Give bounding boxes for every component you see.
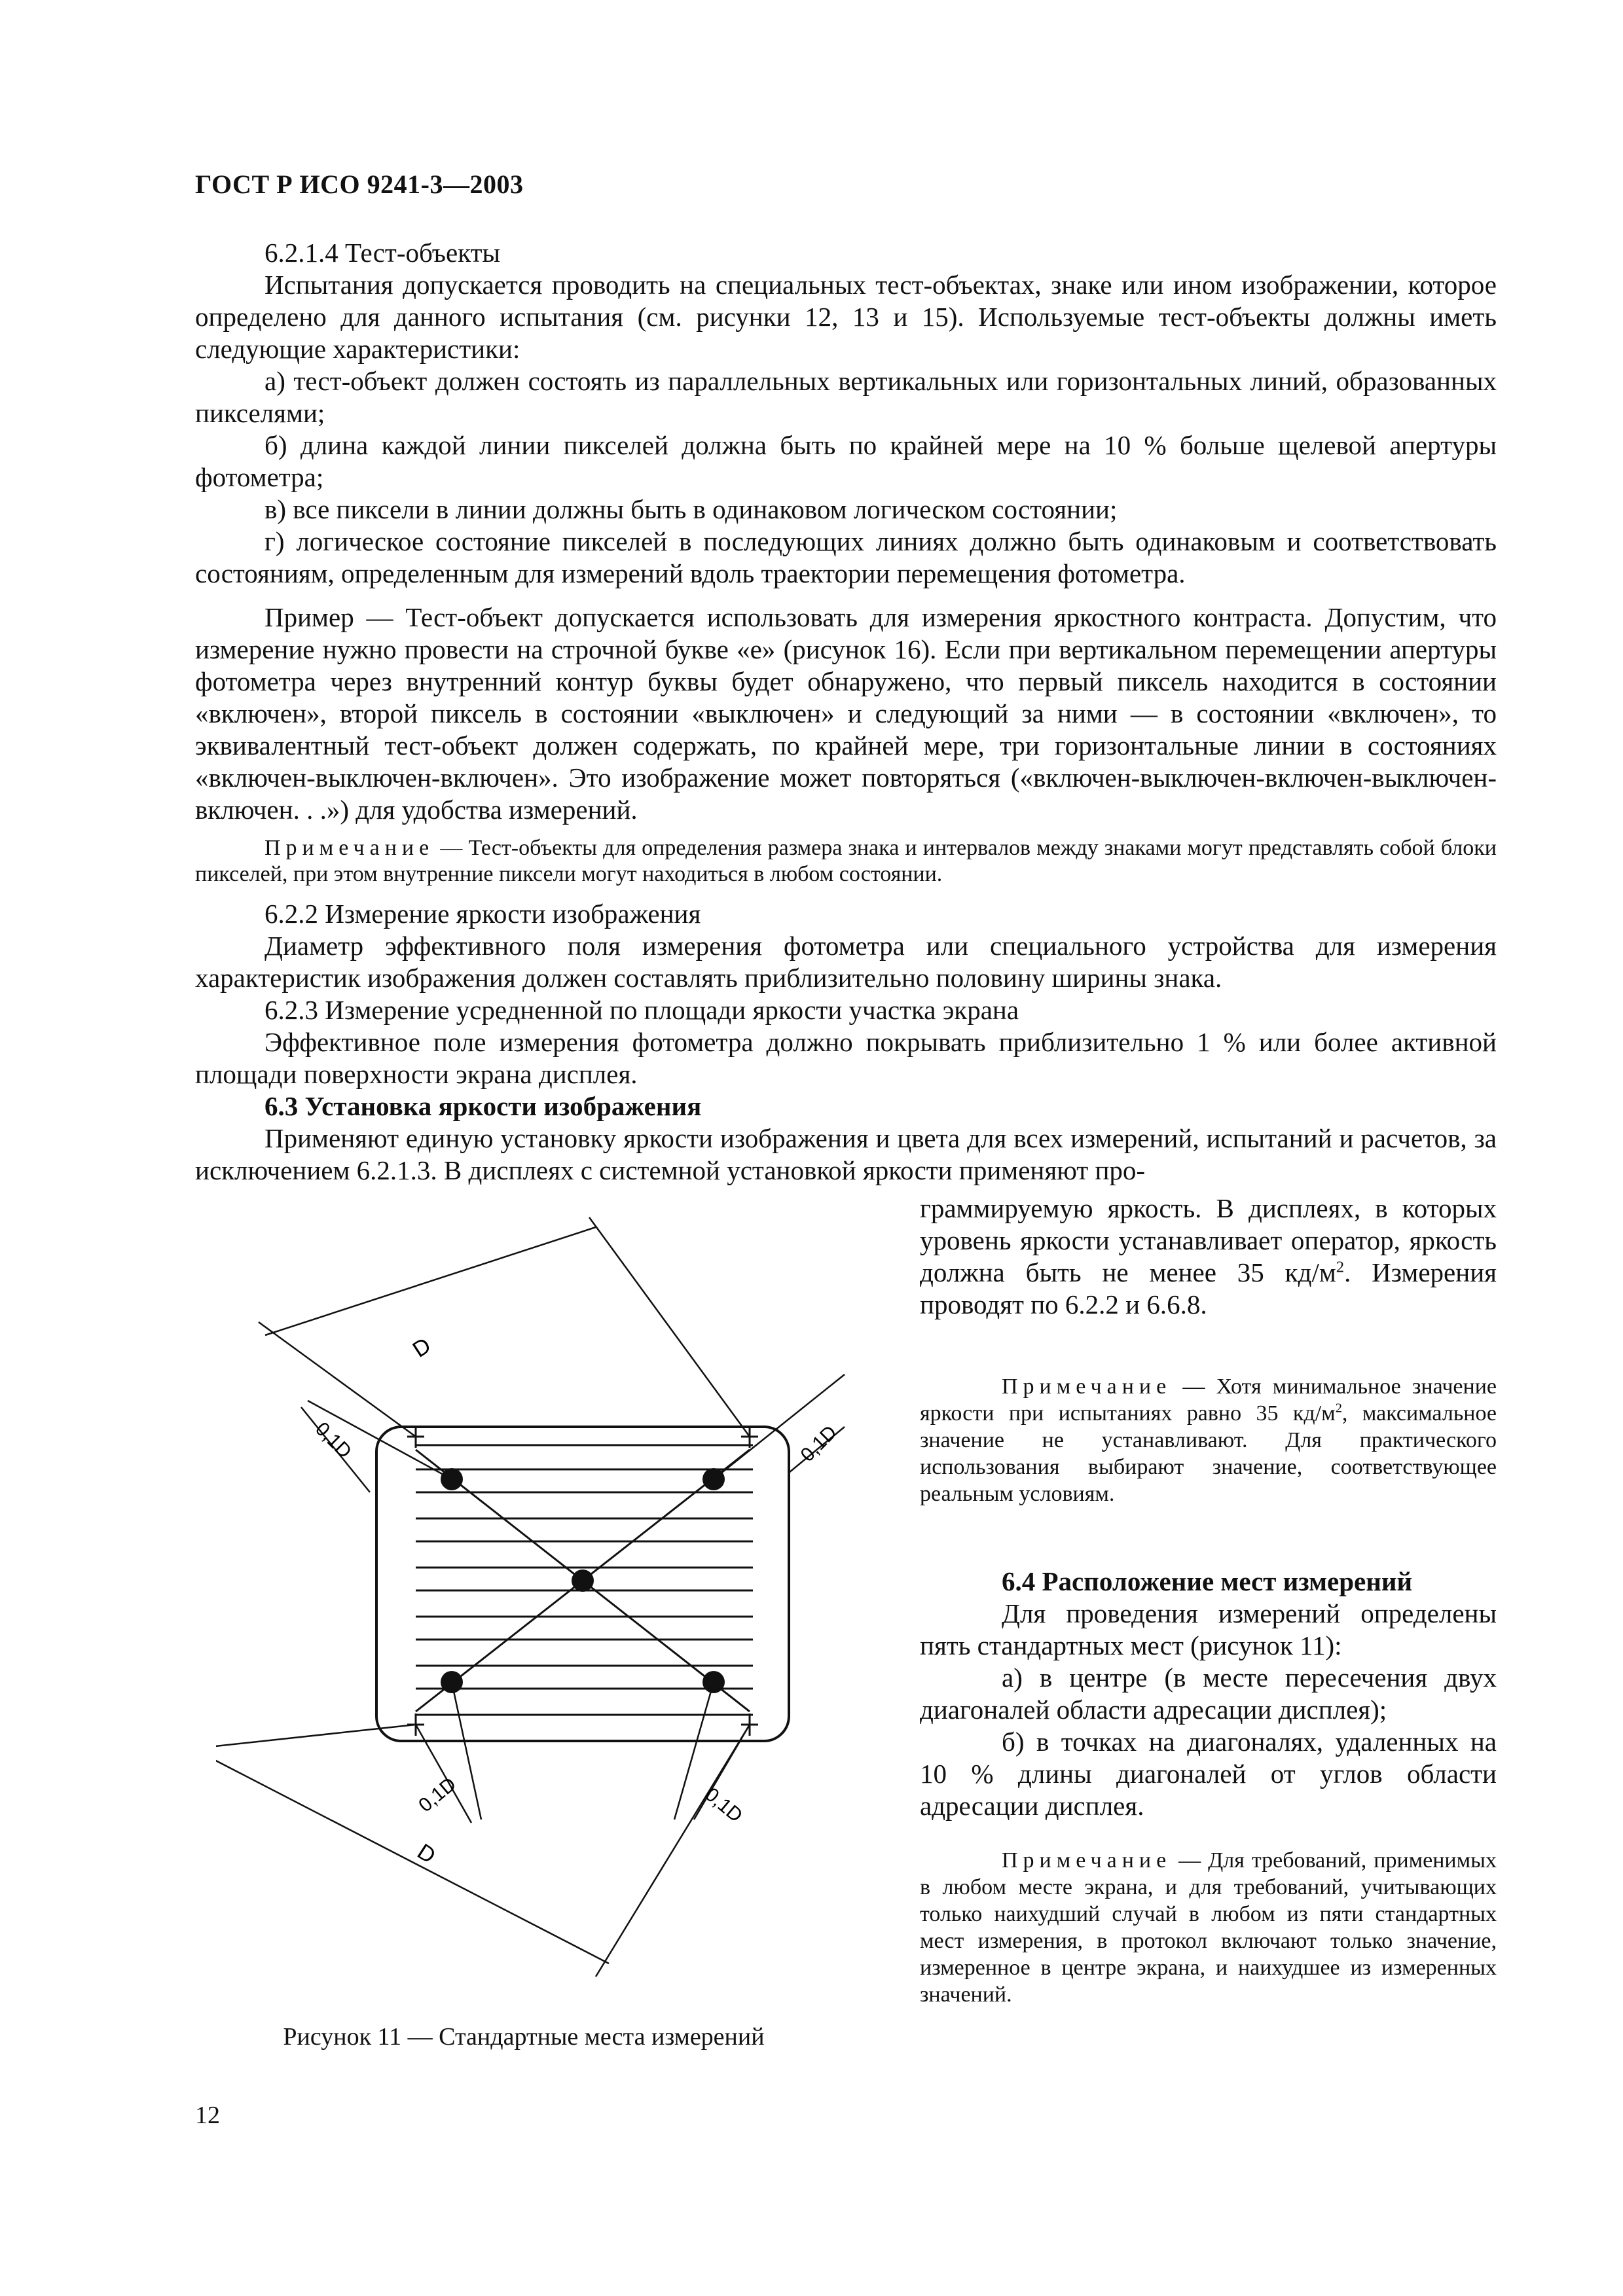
note bbox=[920, 1373, 1497, 1507]
note-label: Примечание bbox=[1002, 1848, 1172, 1873]
section-heading: 6.2.3 Измерение усредненной по площади яркости участка экрана bbox=[264, 995, 1019, 1025]
text: . Измерения проводят по 6.2.2 и 6.6.8. bbox=[920, 1257, 1497, 1319]
section-heading: 6.2.1.4 Тест-объекты bbox=[264, 238, 501, 268]
list-item-b: б) длина каждой линии пикселей должна быть по крайней мере на 10 % больше щелевой апертуры фотометра; bbox=[195, 430, 1497, 492]
note-label: Примечание bbox=[264, 836, 435, 860]
section-6-4 bbox=[920, 1566, 1497, 1822]
label-01d: 0,1D bbox=[796, 1421, 841, 1466]
paragraph: Диаметр эффективного поля измерения фотометра или специального устройства для измерения характеристик изображения должен составлять приблизительно половину ширины знака. bbox=[195, 931, 1497, 993]
right-column-6-3 bbox=[920, 1193, 1497, 1321]
label-01d: 0,1D bbox=[701, 1784, 747, 1827]
list-item-g: г) логическое состояние пикселей в последующих линиях должно быть одинаковым и соответствовать состояниям, определенным для измерений вдоль траектории перемещения фотометра. bbox=[195, 526, 1497, 588]
list-item-b: б) в точках на диагоналях, удаленных на 10 % длины диагоналей от углов области адресации дисплея. bbox=[920, 1727, 1497, 1821]
paragraph: Эффективное поле измерения фотометра должно покрывать приблизительно 1 % или более активной площади поверхности экрана дисплея. bbox=[195, 1027, 1497, 1089]
label-01d: 0,1D bbox=[414, 1773, 461, 1817]
list-item-a: а) тест-объект должен состоять из параллельных вертикальных или горизонтальных линий, образованных пикселями; bbox=[195, 366, 1497, 428]
paragraph-continuation bbox=[920, 1193, 1497, 1321]
note-text: — Для требований, применимых в любом месте экрана, и для требований, учитывающих только наихудший случай в любом из пяти стандартных мест измерения, в протокол включают только значение, измеренное в центре экрана, и наихудшее из измеренных значений. bbox=[920, 1848, 1497, 2007]
label-01d: 0,1D bbox=[311, 1418, 356, 1463]
note-text: — Тест-объекты для определения размера знака и интервалов между знаками могут представлять собой блоки пикселей, при этом внутренние пиксели могут находиться в любом состоянии. bbox=[195, 836, 1497, 886]
text: граммируемую яркость. В дисплеях, в которых уровень яркости устанавливает оператор, яркость должна быть не менее 35 кд/м bbox=[920, 1193, 1497, 1287]
list-item-a: а) в центре (в месте пересечения двух диагоналей области адресации дисплея); bbox=[920, 1662, 1497, 1725]
paragraph: Испытания допускается проводить на специальных тест-объектах, знаке или ином изображении, которое определено для данного испытания (см. рисунки 12, 13 и 15). Используемые тест-объекты должны иметь следующие характеристики: bbox=[195, 270, 1497, 364]
note-6-4 bbox=[920, 1847, 1497, 2008]
figure-11-diagram bbox=[216, 1211, 871, 2016]
section-6-2-1-4 bbox=[195, 237, 1497, 1187]
note-text: — Хотя минимальное значение яркости при испытаниях равно 35 кд/м bbox=[920, 1374, 1497, 1426]
example-paragraph: Пример — Тест-объект допускается использовать для измерения яркостного контраста. Допустим, что измерение нужно провести на строчной букве «е» (рисунок 16). Если при вертикальном перемещении апертуры фотометра через внутренний контур буквы будет обнаружено, что первый пиксель находится в состоянии «включен», второй пиксель в состоянии «выключен» и следующий за ними — в состоянии «включен», то эквивалентный тест-объект должен содержать, по крайней мере, три горизонтальные линии в состояниях «включен-выключен-включен». Это изображение может повторяться («включен-выключен-включен-выключен-включен. . .») для удобства измерений. bbox=[195, 602, 1497, 825]
section-heading: 6.4 Расположение мест измерений bbox=[1002, 1566, 1413, 1596]
paragraph: Для проведения измерений определены пять стандартных мест (рисунок 11): bbox=[920, 1598, 1497, 1660]
list-item-v: в) все пиксели в линии должны быть в одинаковом логическом состоянии; bbox=[264, 494, 1118, 524]
label-d: D bbox=[408, 1333, 435, 1363]
point-center bbox=[572, 1570, 594, 1592]
superscript: 2 bbox=[1336, 1258, 1345, 1276]
section-heading: 6.3 Установка яркости изображения bbox=[264, 1091, 702, 1121]
superscript: 2 bbox=[1335, 1401, 1342, 1416]
section-heading: 6.2.2 Измерение яркости изображения bbox=[264, 899, 701, 929]
note-label: Примечание bbox=[1002, 1374, 1172, 1399]
document-header: ГОСТ Р ИСО 9241-3—2003 bbox=[195, 170, 524, 199]
label-d: D bbox=[412, 1839, 440, 1869]
note bbox=[195, 835, 1497, 888]
dimension-lines bbox=[216, 1217, 845, 1977]
figure-caption: Рисунок 11 — Стандартные места измерений bbox=[283, 2023, 765, 2051]
page-number: 12 bbox=[195, 2102, 220, 2129]
note-text: , максимальное значение не устанавливают. Для практического использования выбирают значение, соответствующее реальным условиям. bbox=[920, 1401, 1497, 1506]
note bbox=[920, 1847, 1497, 2008]
note-6-3 bbox=[920, 1373, 1497, 1507]
paragraph: Применяют единую установку яркости изображения и цвета для всех измерений, испытаний и расчетов, за исключением 6.2.1.3. В дисплеях с системной установкой яркости применяют про- bbox=[195, 1123, 1497, 1185]
